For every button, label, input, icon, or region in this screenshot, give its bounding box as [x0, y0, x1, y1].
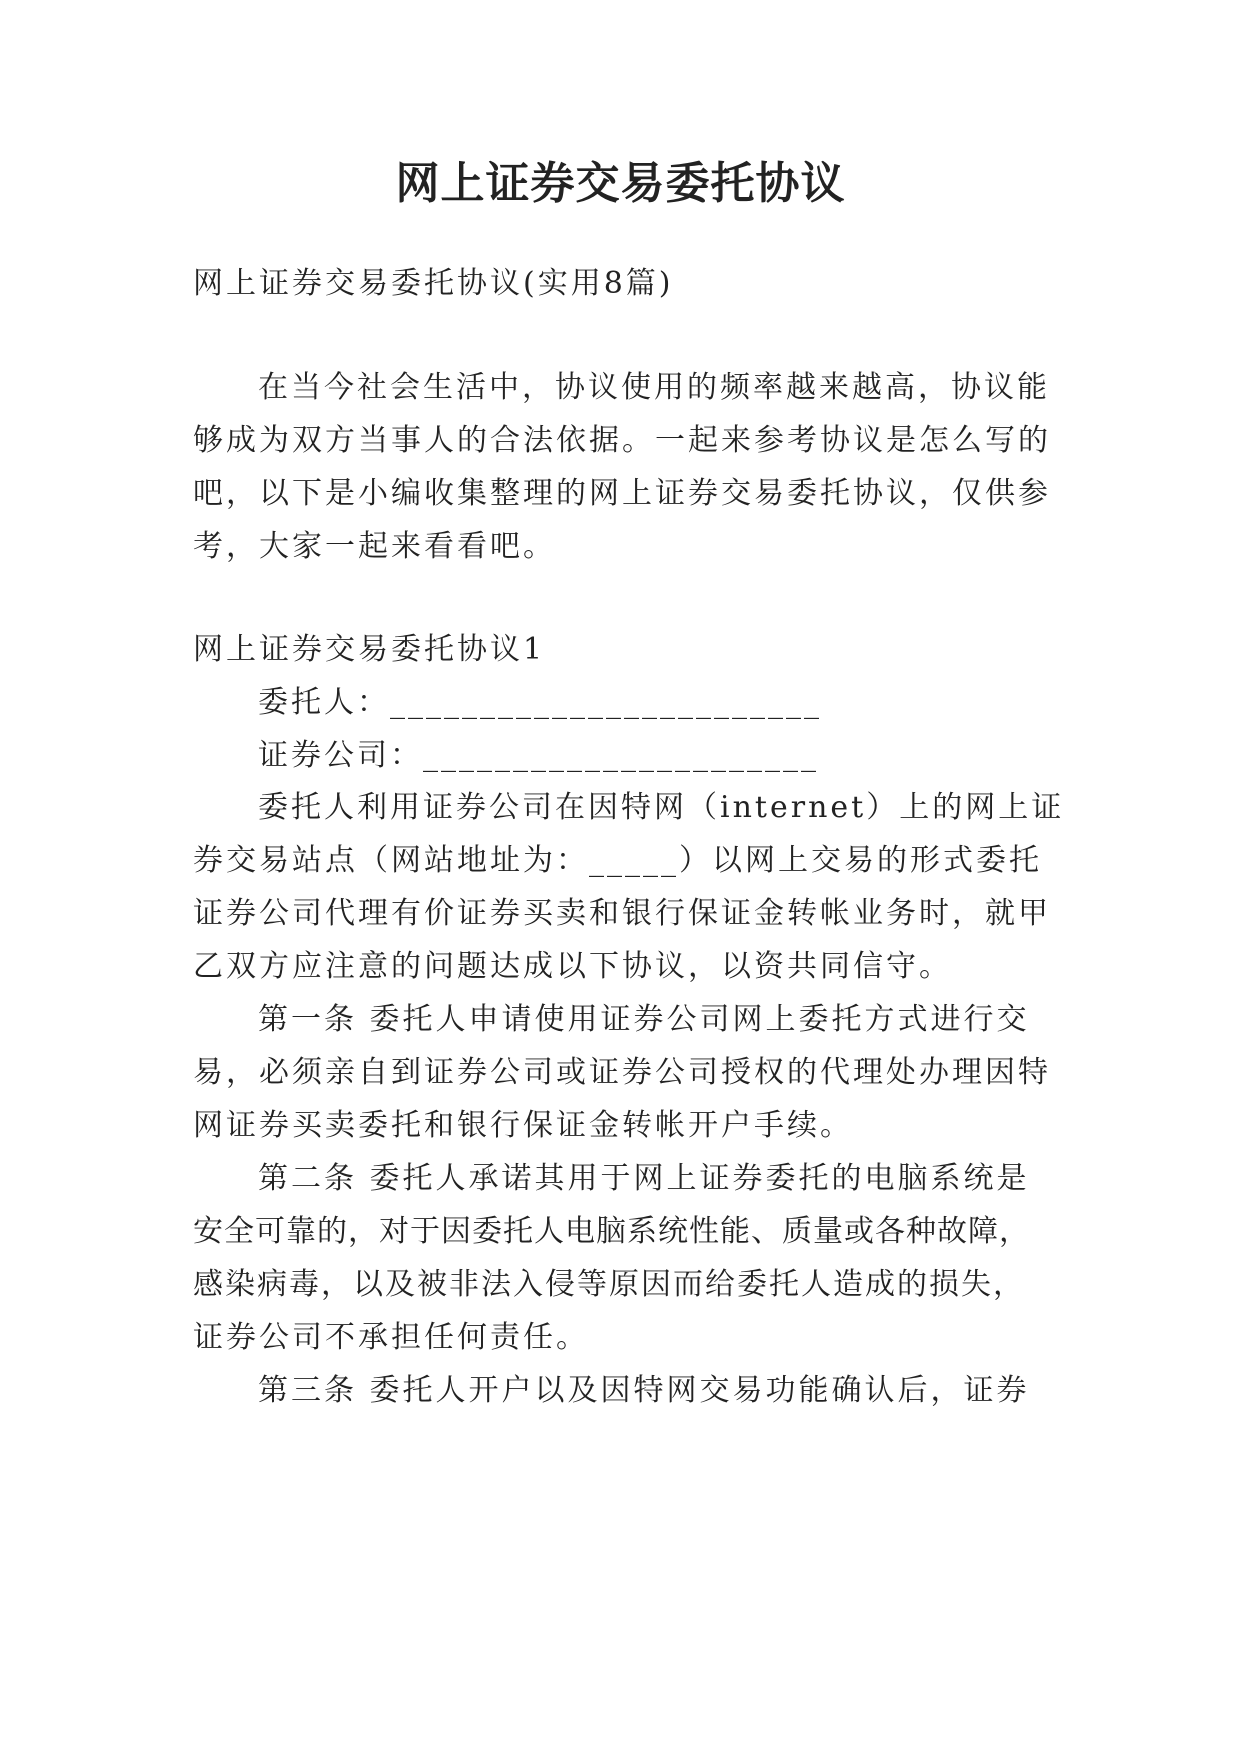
client-field: 委托人：________________________ — [258, 685, 822, 720]
preamble-line-1: 委托人利用证券公司在因特网（internet）上的网上证 — [258, 790, 1065, 825]
preamble-line-2: 券交易站点（网站地址为：_____）以网上交易的形式委托 — [193, 843, 1042, 878]
company-field: 证券公司：______________________ — [258, 738, 819, 773]
intro-line-1: 在当今社会生活中，协议使用的频率越来越高，协议能 — [258, 370, 1050, 405]
article2-line-2: 安全可靠的，对于因委托人电脑系统性能、质量或各种故障， — [193, 1214, 1030, 1249]
article2-line-1: 第二条 委托人承诺其用于网上证券委托的电脑系统是 — [258, 1161, 1030, 1196]
intro-line-2: 够成为双方当事人的合法依据。一起来参考协议是怎么写的 — [193, 423, 1051, 458]
article2-line-4: 证券公司不承担任何责任。 — [193, 1320, 589, 1355]
preamble-line-4: 乙双方应注意的问题达成以下协议，以资共同信守。 — [193, 949, 952, 984]
document-title: 网上证券交易委托协议 — [395, 158, 846, 209]
article3-line-1: 第三条 委托人开户以及因特网交易功能确认后，证券 — [258, 1373, 1030, 1408]
article1-line-3: 网证券买卖委托和银行保证金转帐开户手续。 — [193, 1108, 853, 1143]
article1-line-1: 第一条 委托人申请使用证券公司网上委托方式进行交 — [258, 1002, 1030, 1037]
article2-line-3: 感染病毒，以及被非法入侵等原因而给委托人造成的损失， — [193, 1267, 1025, 1302]
section-heading: 网上证券交易委托协议1 — [193, 632, 546, 667]
intro-line-4: 考，大家一起来看看吧。 — [193, 529, 556, 564]
article1-line-2: 易，必须亲自到证券公司或证券公司授权的代理处办理因特 — [193, 1055, 1051, 1090]
intro-line-3: 吧，以下是小编收集整理的网上证券交易委托协议，仅供参 — [193, 476, 1051, 511]
document-subtitle: 网上证券交易委托协议(实用8篇) — [193, 266, 674, 301]
preamble-line-3: 证券公司代理有价证券买卖和银行保证金转帐业务时，就甲 — [193, 896, 1051, 931]
